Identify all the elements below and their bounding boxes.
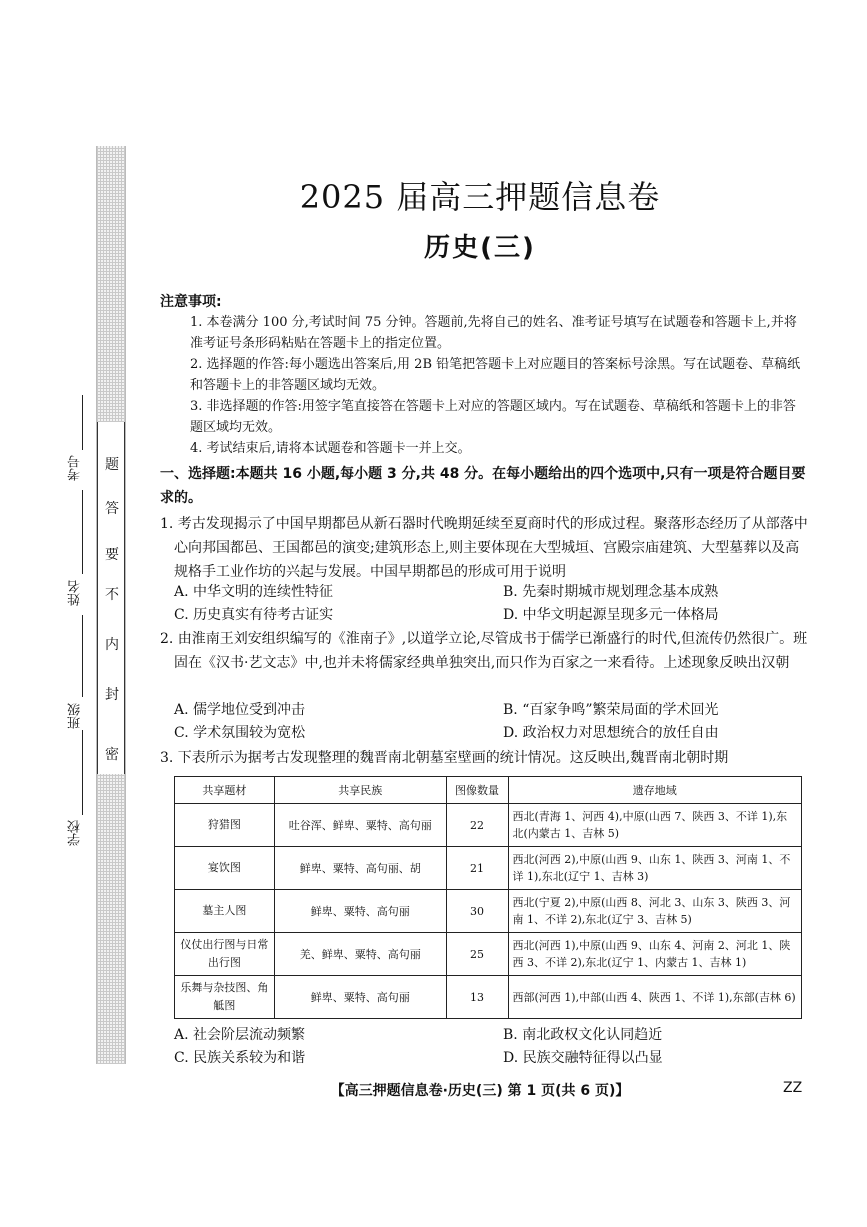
cell-theme: 墓主人图 xyxy=(175,890,275,933)
notice-item: 1. 本卷满分 100 分,考试时间 75 分钟。答题前,先将自己的姓名、准考证号填写在试题卷和答题卡上,并将准考证号条形码粘贴在答题卡上的指定位置。 xyxy=(190,315,797,351)
q1-option-a[interactable]: A. 中华文明的连续性特征 xyxy=(174,584,334,600)
seal-char: 内 xyxy=(105,637,119,653)
cell-count: 22 xyxy=(446,804,508,847)
table-row xyxy=(175,804,802,847)
table-header: 图像数量 xyxy=(446,777,508,804)
table-row xyxy=(175,847,802,890)
table-header: 遗存地域 xyxy=(508,777,802,804)
seal-char: 答 xyxy=(105,501,119,517)
notice-item: 2. 选择题的作答:每小题选出答案后,用 2B 铅笔把答题卡上对应题目的答案标号涂黑。写在试题卷、草稿纸和答题卡上的非答题区域均无效。 xyxy=(190,357,801,393)
cell-peoples: 鲜卑、粟特、高句丽 xyxy=(274,976,446,1019)
table-header: 共享民族 xyxy=(274,777,446,804)
cell-region: 西部(河西 1),中部(山西 4、陕西 1、不详 1),东部(吉林 6) xyxy=(508,976,802,1019)
q2-option-b[interactable]: B. “百家争鸣”繁荣局面的学术回光 xyxy=(503,702,719,718)
cell-theme: 宴饮图 xyxy=(175,847,275,890)
cell-theme: 仪仗出行图与日常出行图 xyxy=(175,933,275,976)
class-line[interactable] xyxy=(82,615,83,697)
page-title: 2025 届高三押题信息卷 xyxy=(299,178,661,216)
page-footer: 【高三押题信息卷·历史(三) 第 1 页(共 6 页)】 xyxy=(330,1083,630,1099)
exam-number-line[interactable] xyxy=(82,395,83,450)
question-3-stem: 3. 下表所示为据考古发现整理的魏晋南北朝墓室壁画的统计情况。这反映出,魏晋南北朝时期 xyxy=(160,750,729,766)
question-2-stem: 2. 由淮南王刘安组织编写的《淮南子》,以道学立论,尽管成书于儒学已渐盛行的时代,但流传仍然很广。班固在《汉书·艺文志》中,也并未将儒家经典单独突出,而只作为百家之一来看待。上述现象反映出汉朝 xyxy=(160,631,808,671)
notice-heading: 注意事项: xyxy=(160,294,222,310)
q2-option-a[interactable]: A. 儒学地位受到冲击 xyxy=(174,702,306,718)
cell-region: 西北(宁夏 2),中原(山西 8、河北 3、山东 3、陕西 3、河南 1、不详 2),东北(辽宁 3、吉林 5) xyxy=(508,890,802,933)
q2-option-c[interactable]: C. 学术氛围较为宽松 xyxy=(174,725,306,741)
notice-item: 4. 考试结束后,请将本试题卷和答题卡一并上交。 xyxy=(190,441,471,456)
cell-region: 西北(河西 1),中原(山西 9、山东 4、河南 2、河北 1、陕西 3、不详 2),东北(辽宁 1、内蒙古 1、吉林 1) xyxy=(508,933,802,976)
q3-option-c[interactable]: C. 民族关系较为和谐 xyxy=(174,1050,306,1066)
seal-char: 封 xyxy=(105,687,119,703)
section-heading: 一、选择题:本题共 16 小题,每小题 3 分,共 48 分。在每小题给出的四个选项中,只有一项是符合题目要求的。 xyxy=(160,466,806,506)
table-row xyxy=(175,976,802,1019)
table-row xyxy=(175,933,802,976)
cell-region: 西北(河西 2),中原(山西 9、山东 1、陕西 3、河南 1、不详 1),东北(辽宁 1、吉林 3) xyxy=(508,847,802,890)
seal-char: 题 xyxy=(105,457,119,473)
q1-option-c[interactable]: C. 历史真实有待考古证实 xyxy=(174,607,334,623)
table-row xyxy=(175,890,802,933)
seal-char: 密 xyxy=(105,747,119,763)
q3-option-a[interactable]: A. 社会阶层流动频繁 xyxy=(174,1027,306,1043)
q3-option-d[interactable]: D. 民族交融特征得以凸显 xyxy=(503,1050,663,1066)
seal-char: 要 xyxy=(105,547,119,563)
class-label: 班级 xyxy=(68,703,83,729)
table-header: 共享题材 xyxy=(175,777,275,804)
q3-option-b[interactable]: B. 南北政权文化认同趋近 xyxy=(503,1027,663,1043)
q1-option-b[interactable]: B. 先秦时期城市规划理念基本成熟 xyxy=(503,584,719,600)
cell-theme: 狩猎图 xyxy=(175,804,275,847)
page-subtitle: 历史(三) xyxy=(424,233,536,263)
question-1 xyxy=(160,512,810,584)
exam-number-label: 考号 xyxy=(68,455,83,481)
q1-option-d[interactable]: D. 中华文明起源呈现多元一体格局 xyxy=(503,607,719,623)
question-2 xyxy=(160,627,810,675)
seal-char: 不 xyxy=(105,587,119,603)
cell-region: 西北(青海 1、河西 4),中原(山西 7、陕西 3、不详 1),东北(内蒙古 1、吉林 5) xyxy=(508,804,802,847)
name-line[interactable] xyxy=(82,490,83,574)
notice-item: 3. 非选择题的作答:用签字笔直接答在答题卡上对应的答题区域内。写在试题卷、草稿纸和答题卡上的非答题区域均无效。 xyxy=(190,399,796,435)
cell-count: 30 xyxy=(446,890,508,933)
table-header-row xyxy=(175,777,802,804)
cell-peoples: 鲜卑、粟特、高句丽、胡 xyxy=(274,847,446,890)
cell-peoples: 鲜卑、粟特、高句丽 xyxy=(274,890,446,933)
paper-code: ZZ xyxy=(783,1080,803,1096)
cell-peoples: 吐谷浑、鲜卑、粟特、高句丽 xyxy=(274,804,446,847)
school-line[interactable] xyxy=(82,730,83,815)
cell-count: 13 xyxy=(446,976,508,1019)
name-label: 姓名 xyxy=(68,580,83,606)
q2-option-d[interactable]: D. 政治权力对思想统合的放任自由 xyxy=(503,725,719,741)
question-3 xyxy=(160,746,810,770)
school-label: 学校 xyxy=(68,820,83,846)
cell-theme: 乐舞与杂技图、角觝图 xyxy=(175,976,275,1019)
cell-peoples: 羌、鲜卑、粟特、高句丽 xyxy=(274,933,446,976)
cell-count: 21 xyxy=(446,847,508,890)
cell-count: 25 xyxy=(446,933,508,976)
mural-statistics-table xyxy=(174,776,802,1019)
question-1-stem: 1. 考古发现揭示了中国早期都邑从新石器时代晚期延续至夏商时代的形成过程。聚落形态经历了从部落中心向邦国都邑、王国都邑的演变;建筑形态上,则主要体现在大型城垣、宫殿宗庙建筑、大型墓葬以及高规格手工业作坊的兴起与发展。中国早期都邑的形成可用于说明 xyxy=(160,516,808,580)
